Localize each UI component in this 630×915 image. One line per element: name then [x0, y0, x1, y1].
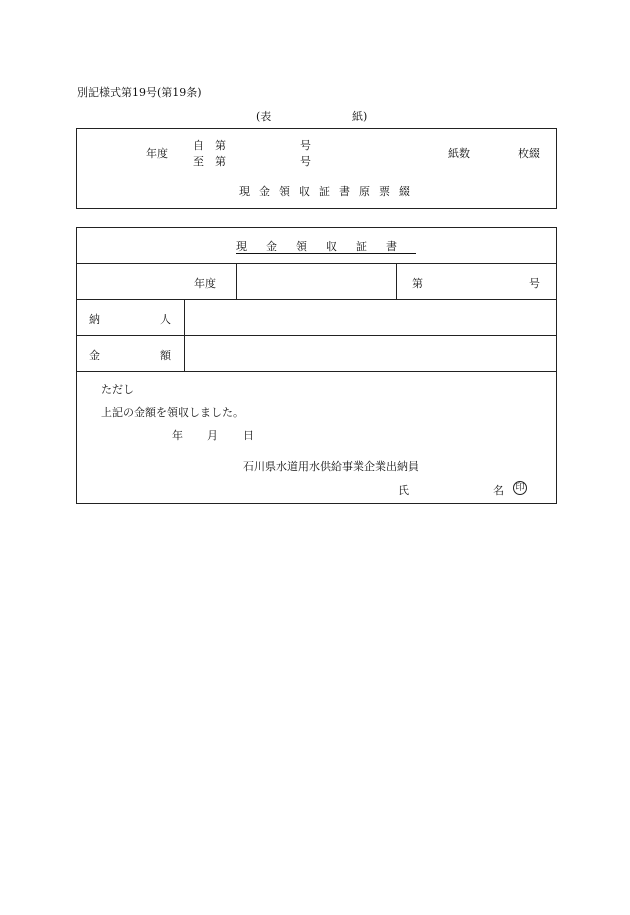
- cover-to-label: 至 第: [193, 155, 226, 168]
- issuer-name: 石川県水道用水供給事業企業出納員: [243, 460, 419, 473]
- amount-label-part1: 金: [89, 349, 100, 362]
- receipt-title: 現金領収証書: [236, 240, 416, 253]
- cover-year-label: 年度: [146, 147, 168, 160]
- receipt-payer-divider: [76, 335, 557, 336]
- cover-from-label: 自 第: [193, 139, 226, 152]
- date-year-label: 年: [172, 429, 183, 442]
- seal-icon: 印: [513, 481, 527, 495]
- cover-sheet-count-label: 紙数: [448, 147, 470, 160]
- payer-label-part2: 人: [160, 313, 171, 326]
- cover-heading-open: (表: [256, 110, 272, 123]
- date-month-label: 月: [207, 429, 218, 442]
- receipt-number-prefix: 第: [412, 277, 423, 290]
- receipt-label-col-divider: [184, 299, 185, 371]
- note-label: ただし: [101, 383, 134, 396]
- receipt-number-col-divider: [396, 263, 397, 299]
- cover-from-number-suffix: 号: [300, 139, 311, 152]
- receipt-statement: 上記の金額を領収しました。: [101, 406, 244, 419]
- cover-bound-label: 枚綴: [518, 147, 540, 160]
- signature-label-part1: 氏: [398, 484, 409, 497]
- receipt-amount-divider: [76, 371, 557, 372]
- receipt-title-divider: [76, 263, 557, 264]
- cover-to-number-suffix: 号: [300, 155, 311, 168]
- amount-label-part2: 額: [160, 349, 171, 362]
- cover-heading-close: 紙): [352, 110, 368, 123]
- receipt-year-divider: [236, 263, 237, 299]
- signature-label-part2: 名: [493, 484, 504, 497]
- date-day-label: 日: [243, 429, 254, 442]
- receipt-number-suffix: 号: [529, 277, 540, 290]
- receipt-year-label: 年度: [194, 277, 216, 290]
- form-number-label: 別記様式第19号(第19条): [77, 86, 202, 99]
- receipt-number-divider: [76, 299, 557, 300]
- cover-title: 現金領収証書原票綴: [239, 185, 419, 198]
- payer-label-part1: 納: [89, 313, 100, 326]
